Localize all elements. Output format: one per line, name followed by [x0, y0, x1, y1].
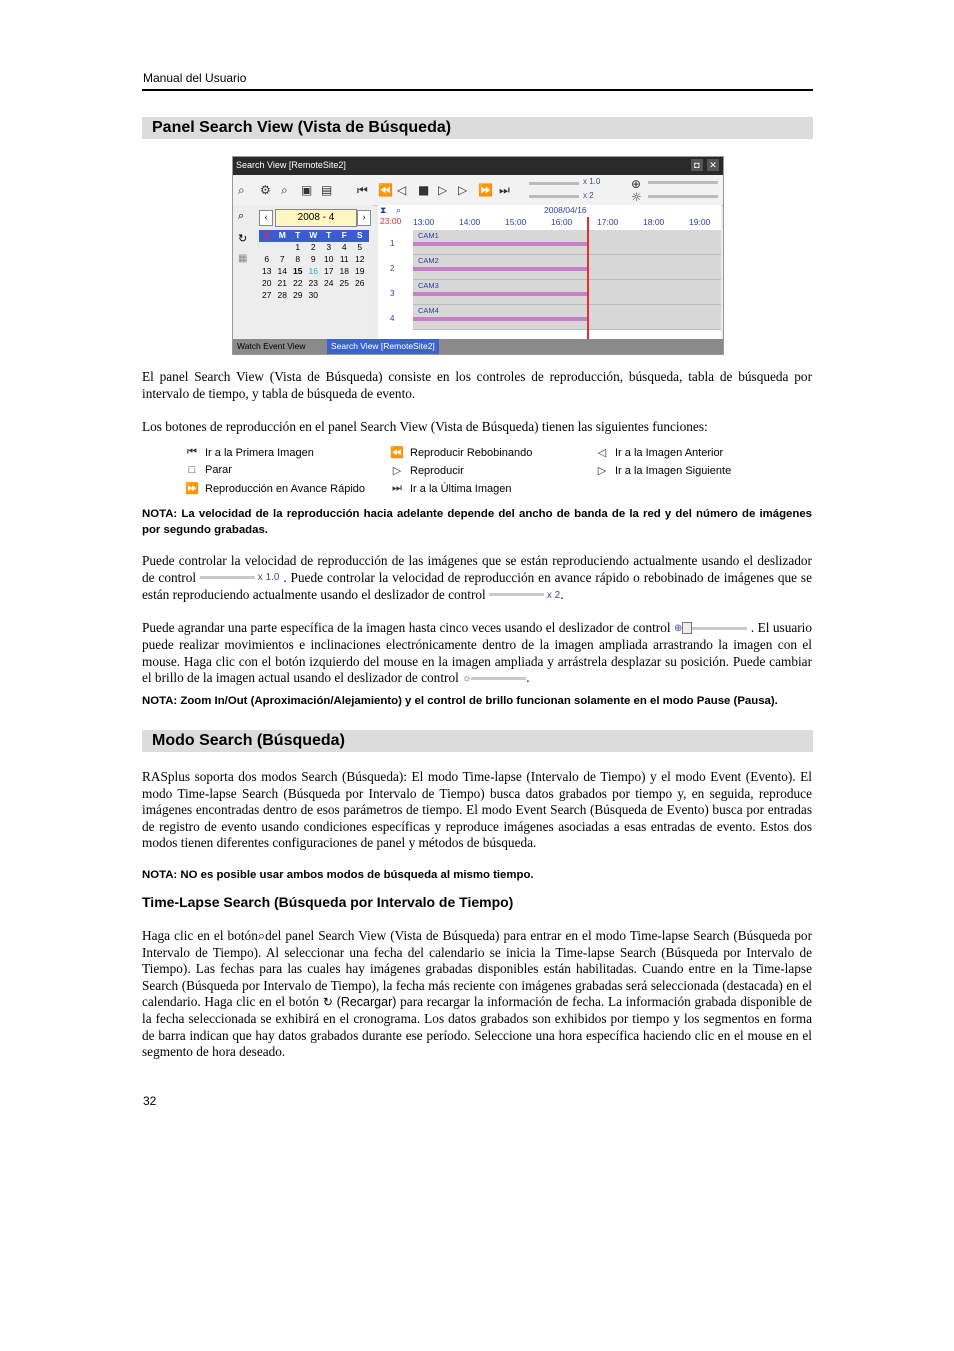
- page-number: 32: [143, 1094, 157, 1108]
- camera-label: CAM2: [418, 256, 439, 265]
- section-heading-panel: [142, 117, 813, 139]
- calendar-week: [259, 254, 369, 266]
- brightness-icon: ☼: [631, 190, 642, 204]
- prev-image-icon: ◁: [597, 447, 607, 459]
- calendar-day: 17: [324, 266, 334, 276]
- window-title: Search View [RemoteSite2]: [236, 160, 346, 170]
- weekday-label: F: [341, 230, 347, 240]
- stop-icon: ■: [418, 183, 430, 197]
- row-number: 2: [390, 264, 395, 273]
- legend-rewind: ⏪ Reproducir Rebobinando: [388, 446, 532, 459]
- legend-prev: ◁ Ir a la Imagen Anterior: [593, 446, 723, 459]
- calendar-day: 6: [264, 254, 270, 264]
- weekday-label: S: [356, 230, 363, 240]
- prev-month-button: ‹: [259, 210, 273, 226]
- zoom-icon: ⊕: [674, 622, 683, 634]
- calendar-weekdays: [259, 230, 369, 242]
- play-icon: ▷: [392, 465, 402, 477]
- ff-speed-label: x 2: [583, 191, 594, 200]
- search-side-icon: ⌕: [238, 210, 245, 222]
- section-title: Panel Search View (Vista de Búsqueda): [152, 119, 452, 136]
- calendar-day: [337, 290, 353, 302]
- calendar-day: 1: [295, 242, 301, 252]
- calendar-day: 10: [324, 254, 334, 264]
- recording-segment: [413, 267, 587, 271]
- export-icon: ▤: [321, 183, 333, 197]
- row-number: 1: [390, 239, 395, 248]
- calendar-icon: ▦: [238, 253, 248, 264]
- pin-icon: ◘: [691, 159, 703, 171]
- brightness-slider-inline: [462, 671, 526, 688]
- paragraph-zoom: Puede agrandar una parte específica de la imagen hasta cinco veces usando el deslizador de control ⊕ . El usuario puede realizar movimientos e inclinaciones electrónicamente dentro de la imagen ampliada arrastrando la imagen con el mouse. Haga clic con el botón izquierdo del mouse en la imagen ampliada y arrástrela desplazar su posición. Puede cambiar el brillo de la imagen actual usando el deslizador de control ☼ .: [142, 620, 812, 688]
- hour-label: 19:00: [689, 217, 711, 227]
- paragraph-search-modes: RASplus soporta dos modos Search (Búsqueda): El modo Time-lapse (Intervalo de Tiempo) y el modo Event (Evento). El modo Time-lapse Search (Búsqueda por Intervalo de Tiempo) busca datos grabados por tiempo y, en seguida, reproduce imágenes encontradas dentro de esos parámetros de tiempo. El modo Event Search (Búsqueda de Evento) busca por entradas de registro de evento usando condiciones específicas y reproduce imágenes asociadas a esas entradas de evento. Estos dos modos tienen diferentes configuraciones de panel y métodos de búsqueda.: [142, 769, 812, 851]
- calendar-day: 20: [262, 278, 272, 288]
- calendar-day: 14: [277, 266, 287, 276]
- note-zoom: NOTA: Zoom In/Out (Aproximación/Alejamiento) y el control de brillo funcionan solamente en el modo Pause (Pausa).: [142, 695, 778, 707]
- close-icon: ✕: [707, 159, 719, 171]
- stop-icon: □: [188, 464, 196, 476]
- row-number: 3: [390, 289, 395, 298]
- calendar-day: 13: [262, 266, 272, 276]
- calendar-day: 18: [339, 266, 349, 276]
- calendar-day: [321, 290, 337, 302]
- weekday-label: M: [278, 230, 286, 240]
- brightness-icon: ☼: [462, 673, 472, 685]
- timelapse-search-icon: ⌕: [257, 928, 266, 943]
- subheading-timelapse: Time-Lapse Search (Búsqueda por Intervalo de Tiempo): [142, 894, 514, 910]
- calendar-day: 29: [293, 290, 303, 300]
- camera-label: CAM1: [418, 231, 439, 240]
- row-number: 4: [390, 314, 395, 323]
- playback-toolbar: [233, 175, 723, 206]
- calendar-day: 2: [310, 242, 316, 252]
- calendar-day: 30: [308, 290, 318, 300]
- tab-search-view: Search View [RemoteSite2]: [327, 339, 439, 354]
- timeline-table: [378, 205, 721, 339]
- camera-label: CAM4: [418, 306, 439, 315]
- section-heading-search-mode: [142, 730, 813, 752]
- weekday-label: S: [263, 230, 270, 240]
- calendar-day: 19: [355, 266, 365, 276]
- next-month-button: ›: [357, 210, 371, 226]
- ff-speed-slider: [529, 195, 579, 198]
- prev-image-icon: ◁: [397, 183, 407, 197]
- weekday-label: T: [295, 230, 301, 240]
- reload-icon: ↻: [238, 233, 248, 245]
- calendar-day: 11: [339, 254, 349, 264]
- next-image-icon: ▷: [597, 465, 607, 477]
- camera-label: CAM3: [418, 281, 439, 290]
- last-image-icon: ⏭: [499, 183, 510, 197]
- paragraph-buttons: Los botones de reproducción en el panel Search View (Vista de Búsqueda) tienen las siguientes funciones:: [142, 419, 708, 434]
- calendar-day: [259, 242, 275, 254]
- weekday-label: T: [326, 230, 332, 240]
- current-time-marker: [587, 217, 589, 339]
- brightness-slider: [648, 195, 718, 198]
- paragraph-intro: El panel Search View (Vista de Búsqueda) consiste en los controles de reproducción, búsqueda, tabla de búsqueda por intervalo de tiempo, y tabla de búsqueda de evento.: [142, 369, 812, 401]
- hour-label: 17:00: [597, 217, 619, 227]
- timelapse-search-icon: ⌕: [238, 183, 245, 197]
- calendar-panel: [233, 205, 373, 339]
- speed-label: x 1.0: [583, 177, 601, 186]
- current-time-label: 23:00: [380, 216, 402, 226]
- month-display: 2008 - 4: [275, 209, 357, 227]
- legend-stop: □ Parar: [183, 464, 232, 476]
- calendar-day: 9: [310, 254, 316, 264]
- legend-play: ▷ Reproducir: [388, 464, 464, 477]
- recording-segment: [413, 242, 587, 246]
- timeline-zoom-icon: ⌕: [396, 205, 402, 215]
- reload-icon: ↻: [322, 995, 333, 1010]
- recording-segment: [413, 317, 587, 321]
- timeline-up-icon: ⧗: [380, 205, 387, 215]
- legend-ff: ⏩ Reproducción en Avance Rápido: [183, 482, 365, 495]
- find-icon: ⌕: [281, 183, 288, 197]
- last-image-icon: ⏭: [392, 482, 402, 494]
- calendar-day: 26: [355, 278, 365, 288]
- paragraph-speed: Puede controlar la velocidad de reproducción de las imágenes que se están reproduciendo actualmente usando el deslizador de control x 1.0 . Puede controlar la velocidad de reproducción en avance rápido o rebobinado de imágenes que se están reproduciendo actualmente usando el deslizador de control x 2.: [142, 553, 812, 604]
- paragraph-timelapse: Haga clic en el botón⌕del panel Search View (Vista de Búsqueda) para entrar en el modo Time-lapse Search (Búsqueda por Intervalo de Tiempo). Al seleccionar una fecha del calendario se inicia la Time-lapse Search (Búsqueda por Intervalo de Tiempo). Las fechas para las cuales hay imágenes grabadas disponibles están habilitadas. Cuando entre en la Time-lapse Search (Búsqueda por Intervalo de Tiempo), la fecha más reciente con imágenes grabadas será seleccionada (destacada) en el calendario. Haga clic en el botón ↻ (Recargar) para recargar la información de fecha. La información grabada disponible de la fecha seleccionada se exhibirá en el cronograma. Los datos grabados son exhibidos por tiempo y los segmentos en forma de barra indican que hay datos grabados durante ese período. Seleccione una hora específica haciendo clic en el mouse en el segmento de hora deseado.: [142, 928, 813, 1060]
- window-titlebar: [233, 157, 723, 175]
- hour-label: 18:00: [643, 217, 665, 227]
- fast-forward-icon: ⏩: [185, 483, 199, 495]
- calendar-week: [259, 242, 369, 254]
- calendar-day: 28: [277, 290, 287, 300]
- calendar: [259, 230, 369, 302]
- calendar-day: [352, 290, 368, 302]
- legend-last: ⏭ Ir a la Última Imagen: [388, 482, 511, 495]
- fast-forward-icon: ⏩: [478, 183, 493, 197]
- calendar-day: 25: [339, 278, 349, 288]
- zoom-slider: [648, 181, 718, 184]
- speed-slider-inline: x 1.0: [200, 570, 279, 587]
- calendar-day: 21: [277, 278, 287, 288]
- calendar-day: 27: [262, 290, 272, 300]
- calendar-week: [259, 266, 369, 278]
- calendar-day: 15: [293, 266, 303, 276]
- legend-first: ⏮ Ir a la Primera Imagen: [183, 446, 314, 459]
- event-search-icon: ⚙: [260, 183, 271, 197]
- calendar-day: 4: [341, 242, 347, 252]
- calendar-day: 16: [308, 266, 318, 276]
- hour-label: 14:00: [459, 217, 481, 227]
- rewind-icon: ⏪: [390, 447, 404, 459]
- first-image-icon: ⏮: [357, 183, 368, 197]
- zoom-slider-inline: [674, 621, 747, 638]
- calendar-day: 5: [357, 242, 363, 252]
- next-image-icon: ▷: [458, 183, 468, 197]
- play-icon: ▷: [438, 183, 448, 197]
- hour-label: 16:00: [551, 217, 573, 227]
- calendar-day: 3: [326, 242, 332, 252]
- rewind-icon: ⏪: [378, 183, 393, 197]
- weekday-label: W: [309, 230, 318, 240]
- section-title: Modo Search (Búsqueda): [152, 732, 345, 749]
- calendar-day: 12: [355, 254, 365, 264]
- calendar-day: [275, 242, 291, 254]
- tab-bar: [233, 339, 723, 354]
- snapshot-icon: ▣: [301, 183, 313, 197]
- first-image-icon: ⏮: [187, 446, 197, 458]
- legend-next: ▷ Ir a la Imagen Siguiente: [593, 464, 731, 477]
- calendar-day: 8: [295, 254, 301, 264]
- date-label: 2008/04/16: [544, 205, 587, 215]
- calendar-day: 24: [324, 278, 334, 288]
- hour-label: 15:00: [505, 217, 527, 227]
- search-view-screenshot: [232, 156, 724, 355]
- calendar-day: 23: [308, 278, 318, 288]
- calendar-days: [259, 242, 369, 302]
- hour-label: 13:00: [413, 217, 435, 227]
- zoom-icon: ⊕: [631, 177, 642, 191]
- calendar-week: [259, 278, 369, 290]
- header-rule: [142, 89, 813, 91]
- recording-segment: [413, 292, 587, 296]
- ff-speed-slider-inline: x 2: [489, 588, 560, 605]
- calendar-week: [259, 290, 369, 302]
- calendar-day: 22: [293, 278, 303, 288]
- note-speed: NOTA: La velocidad de la reproducción hacia adelante depende del ancho de banda de la red y del número de imágenes por segundo grabadas.: [142, 508, 812, 536]
- running-header: Manual del Usuario: [143, 71, 247, 85]
- calendar-day: 7: [279, 254, 285, 264]
- note-modes: NOTA: NO es posible usar ambos modos de búsqueda al mismo tiempo.: [142, 869, 534, 881]
- tab-watch-event-view: Watch Event View: [237, 341, 306, 351]
- speed-slider: [529, 182, 579, 185]
